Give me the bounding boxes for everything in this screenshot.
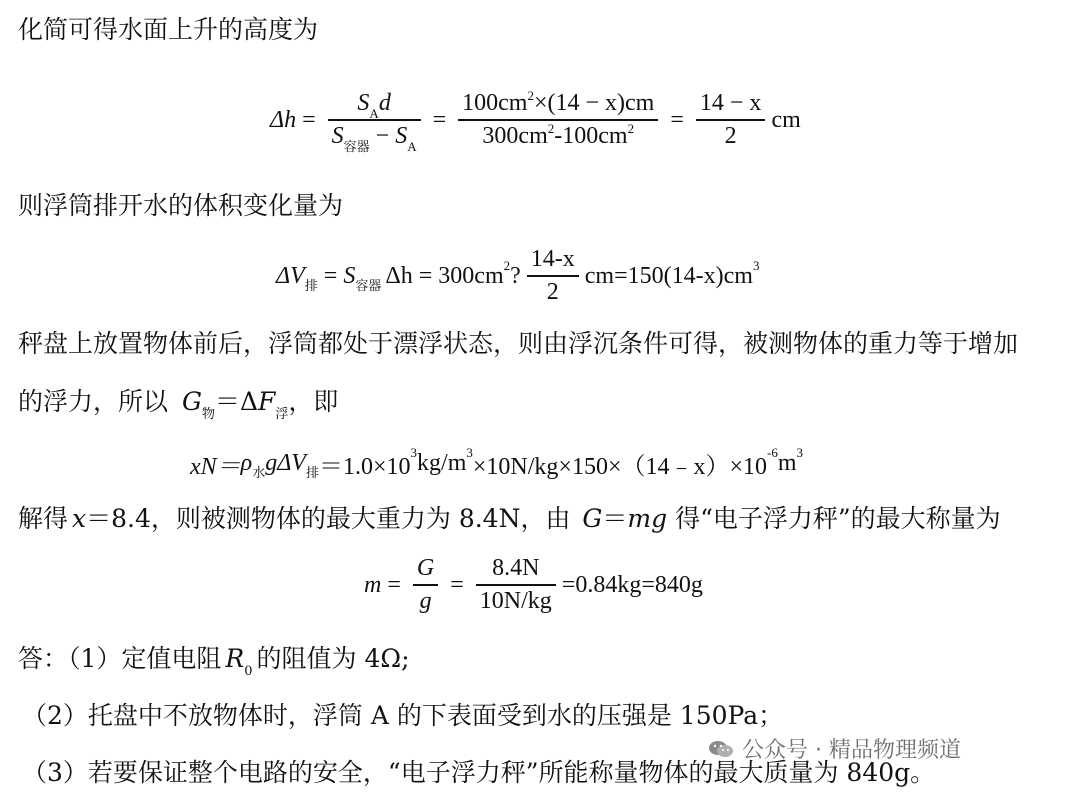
watermark: [708, 733, 961, 764]
eq4-fraction-1: $\frac{G}{g}$: [413, 555, 438, 615]
eq2-fraction: $\frac{14-x}{2}$: [527, 246, 579, 306]
eq4-fraction-2: $\frac{8.4N}{10N/kg}$: [476, 555, 556, 615]
equation-delta-v: ΔV 排 = S 容器 Δh = 300cm 2 ? $\frac{14-x}{2}$ cm=150(14-x)cm 3: [276, 246, 760, 305]
text-line-5: 解得 x＝8.4，则被测物体的最大重力为 8.4N，由 G＝mg 得“电子浮力秤”的最大称量为: [18, 504, 1001, 533]
eq1-fraction-3: $\frac{14 - x}{2}$: [696, 90, 766, 150]
paragraph-text: 秤盘上放置物体前后，浮筒都处于漂浮状态，则由浮沉条件可得，被测物体的重力等于增加: [18, 329, 1019, 358]
eq1-fraction-1: $\frac{S_Ad}{S_{容器} - S_A}$: [328, 90, 421, 150]
eq1-unit: cm: [771, 106, 801, 133]
text-line-1: [18, 14, 318, 46]
text-line-4: 的浮力，所以 $G_物=\Delta F_浮$，即: [18, 387, 339, 422]
answer-1: 答：（1）定值电阻 $R_0$ 的阻值为 4Ω;: [18, 644, 410, 679]
text-line-2: [18, 190, 343, 222]
answer-3: （3）若要保证整个电路的安全，“电子浮力秤”所能称量物体的最大质量为 840g。: [22, 758, 936, 787]
eq1-fraction-2: $\frac{100cm^2\times(14 - x)cm}{300cm^2-100cm^2}$: [458, 90, 658, 150]
wechat-icon: [708, 739, 734, 759]
paragraph-text: 化简可得水面上升的高度为: [18, 15, 319, 44]
equation-gravity: xN＝ ρ 水 g ΔV 排 ＝1.0×10 3 kg/m 3 ×10N/kg×150×（14﹣x）×10 -6 m 3: [190, 445, 804, 480]
equation-delta-h: Δh = $\frac{S_Ad}{S_{容器} - S_A}$ = $\frac{100cm^2\times(14 - x)cm}{300cm^2-100cm^2}$ = $\frac{14 - x}{2}$ cm: [270, 88, 801, 154]
paragraph-text: 则浮筒排开水的体积变化量为: [18, 191, 344, 220]
answer-2: （2）托盘中不放物体时，浮筒 A 的下表面受到水的压强是 150Pa；: [22, 701, 784, 730]
equation-mass: m = $\frac{G}{g}$ = $\frac{8.4N}{10N/kg}$ =0.84kg=840g: [364, 555, 703, 614]
text-line-3: [18, 328, 1018, 360]
eq1-lhs: Δh: [270, 106, 297, 133]
watermark-text: 公众号 · 精品物理频道: [742, 738, 961, 763]
